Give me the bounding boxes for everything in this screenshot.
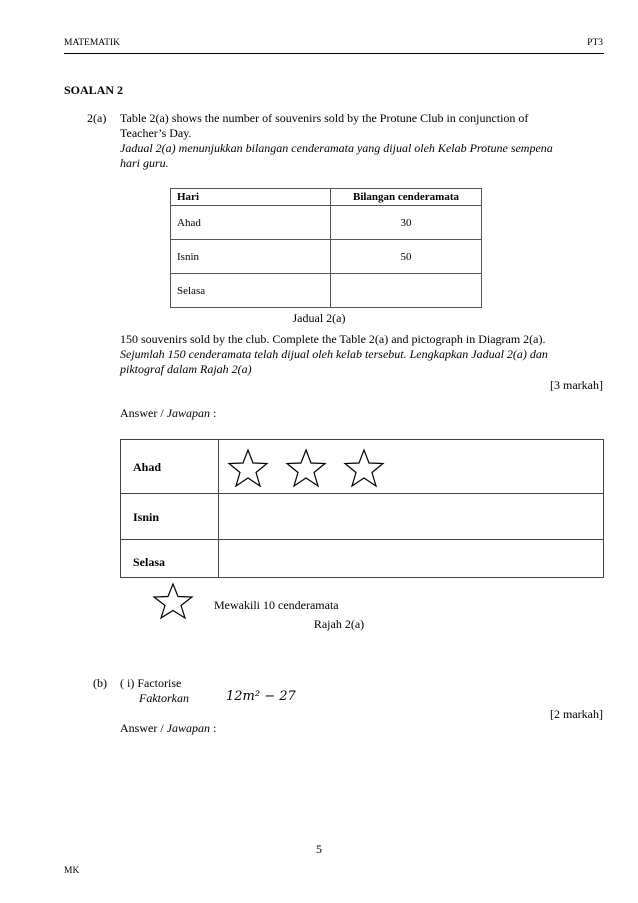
table-row: [171, 274, 482, 308]
answer-label-b: [120, 721, 216, 736]
part-b-label: (b): [93, 676, 107, 690]
header-rule: [64, 53, 604, 54]
page-number: 5: [316, 842, 322, 856]
instruction-ms-line2: piktograf dalam Rajah 2(a): [120, 362, 252, 376]
part-a-en-line2: Teacher’s Day.: [120, 126, 192, 140]
pictograph: [120, 439, 604, 578]
part-a-marks: [3 markah]: [550, 378, 603, 392]
table-cell-day: Selasa: [171, 274, 331, 308]
part-b-ms-word: Faktorkan: [139, 691, 189, 705]
part-a-en-line1: Table 2(a) shows the number of souvenirs sold by the Protune Club in conjunction of: [120, 111, 529, 125]
pictograph-day-label: Ahad: [133, 460, 162, 474]
table-cell-count: 50: [331, 240, 482, 274]
pictograph-stars-ahad: [225, 446, 595, 490]
table-row: [171, 240, 482, 274]
answer-en: Answer /: [120, 721, 167, 735]
answer-colon: :: [210, 406, 217, 420]
pictograph-stars-isnin[interactable]: [225, 496, 595, 536]
part-a-ms-line2: hari guru.: [120, 156, 169, 170]
header-level: PT3: [587, 38, 603, 48]
part-a-label: 2(a): [87, 111, 107, 125]
answer-ms: Jawapan: [166, 721, 211, 735]
star-icon: [341, 448, 387, 488]
table-2a: [170, 188, 482, 308]
answer-colon: :: [210, 721, 217, 735]
part-b-sub-label: ( i) Factorise: [120, 676, 182, 690]
answer-en: Answer /: [120, 406, 167, 420]
pictograph-row-line: [121, 493, 603, 494]
pictograph-divider: [218, 440, 219, 577]
key-text: Mewakili 10 cenderamata: [214, 598, 339, 612]
answer-ms: Jawapan: [166, 406, 211, 420]
table-cell-count-blank[interactable]: [331, 274, 482, 308]
pictograph-day-label: Selasa: [133, 555, 166, 569]
instruction-ms-line1: Sejumlah 150 cenderamata telah dijual oleh kelab tersebut. Lengkapkan Jadual 2(a) dan: [120, 347, 548, 361]
answer-label-a: [120, 406, 216, 421]
table-cell-count: 30: [331, 206, 482, 240]
part-b-marks: [2 markah]: [550, 707, 603, 721]
table-caption: Jadual 2(a): [292, 311, 346, 325]
table-header-count: Bilangan cenderamata: [331, 189, 482, 206]
pictograph-caption: Rajah 2(a): [313, 617, 365, 631]
star-icon: [283, 448, 329, 488]
part-a-ms-line1: Jadual 2(a) menunjukkan bilangan cenderamata yang dijual oleh Kelab Protune sempena: [120, 141, 553, 155]
pictograph-stars-selasa[interactable]: [225, 542, 595, 576]
key-star-icon: [150, 582, 196, 620]
question-title: SOALAN 2: [64, 83, 124, 97]
table-header-row: [171, 189, 482, 206]
table-cell-day: Isnin: [171, 240, 331, 274]
table-header-day: Hari: [171, 189, 331, 206]
instruction-en: 150 souvenirs sold by the club. Complete the Table 2(a) and pictograph in Diagram 2(a).: [120, 332, 546, 346]
pictograph-day-label: Isnin: [133, 510, 160, 524]
table-cell-day: Ahad: [171, 206, 331, 240]
footer-initials: MK: [64, 866, 80, 876]
star-icon: [225, 448, 271, 488]
part-b-expression: 12m² − 27: [226, 689, 296, 704]
table-row: [171, 206, 482, 240]
pictograph-row-line: [121, 539, 603, 540]
header-subject: MATEMATIK: [64, 38, 120, 48]
